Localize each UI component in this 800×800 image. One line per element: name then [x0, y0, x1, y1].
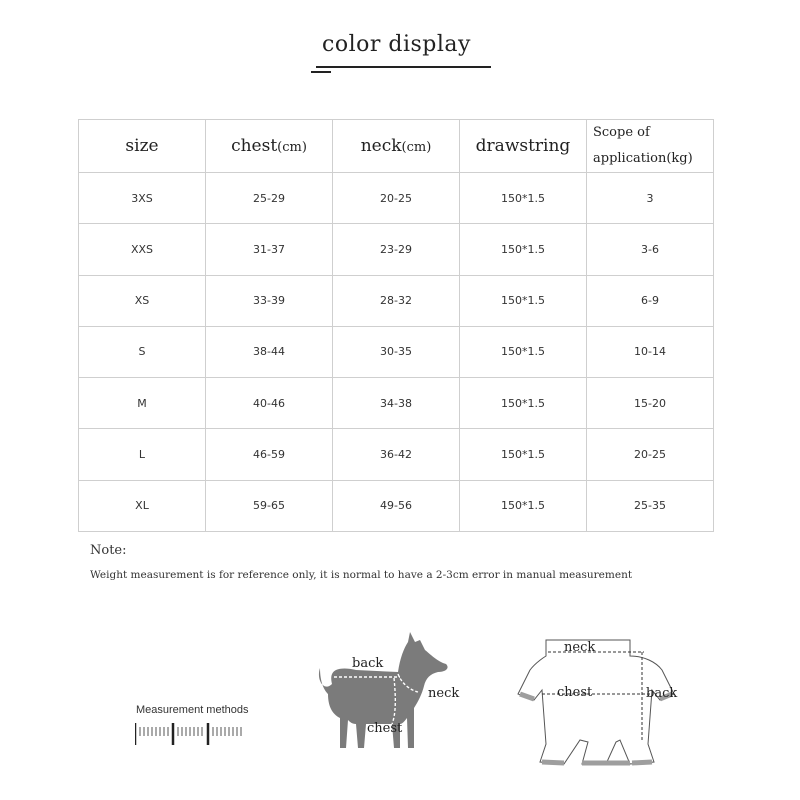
cell-neck: 36-42	[333, 429, 460, 480]
cell-scope: 3	[587, 173, 714, 224]
cell-size: XL	[79, 480, 206, 531]
header-chest: chest(cm)	[206, 120, 333, 173]
dog-chest-label: chest	[367, 721, 403, 736]
cell-chest: 40-46	[206, 378, 333, 429]
note-label: Note:	[90, 543, 127, 558]
cell-size: M	[79, 378, 206, 429]
cell-neck: 28-32	[333, 275, 460, 326]
cell-size: 3XS	[79, 173, 206, 224]
cell-chest: 33-39	[206, 275, 333, 326]
measurement-methods-label: Measurement methods	[136, 704, 249, 716]
cell-scope: 25-35	[587, 480, 714, 531]
cell-drawstring: 150*1.5	[460, 326, 587, 377]
table-row	[79, 480, 714, 531]
cell-size: XS	[79, 275, 206, 326]
cell-neck: 49-56	[333, 480, 460, 531]
note-text: Weight measurement is for reference only, it is normal to have a 2-3cm error in manual measurement	[90, 569, 633, 581]
cell-neck: 34-38	[333, 378, 460, 429]
size-table	[78, 119, 714, 532]
cell-drawstring: 150*1.5	[460, 173, 587, 224]
header-drawstring: drawstring	[460, 120, 587, 173]
title-underline	[316, 66, 491, 68]
cell-chest: 31-37	[206, 224, 333, 275]
ruler-icon	[135, 722, 243, 746]
cell-size: S	[79, 326, 206, 377]
table-row	[79, 429, 714, 480]
cell-size: L	[79, 429, 206, 480]
page-title: color display	[322, 32, 471, 57]
cell-scope: 6-9	[587, 275, 714, 326]
cell-neck: 23-29	[333, 224, 460, 275]
cell-scope: 15-20	[587, 378, 714, 429]
cell-chest: 59-65	[206, 480, 333, 531]
cell-scope: 10-14	[587, 326, 714, 377]
cell-scope: 20-25	[587, 429, 714, 480]
table-header-row	[79, 120, 714, 173]
cell-drawstring: 150*1.5	[460, 429, 587, 480]
title-accent-bar	[311, 71, 331, 73]
header-size: size	[79, 120, 206, 173]
table-row	[79, 326, 714, 377]
dog-neck-label: neck	[428, 686, 460, 701]
table-row	[79, 275, 714, 326]
cell-chest: 25-29	[206, 173, 333, 224]
cell-drawstring: 150*1.5	[460, 480, 587, 531]
cell-neck: 20-25	[333, 173, 460, 224]
cell-size: XXS	[79, 224, 206, 275]
cell-scope: 3-6	[587, 224, 714, 275]
cell-neck: 30-35	[333, 326, 460, 377]
cell-drawstring: 150*1.5	[460, 224, 587, 275]
header-neck: neck(cm)	[333, 120, 460, 173]
cell-drawstring: 150*1.5	[460, 275, 587, 326]
garment-neck-label: neck	[564, 640, 596, 655]
dog-back-label: back	[352, 656, 384, 671]
cell-chest: 38-44	[206, 326, 333, 377]
table-row	[79, 378, 714, 429]
table-row	[79, 224, 714, 275]
garment-back-label: back	[646, 686, 678, 701]
cell-chest: 46-59	[206, 429, 333, 480]
garment-chest-label: chest	[557, 685, 593, 700]
table-row	[79, 173, 714, 224]
cell-drawstring: 150*1.5	[460, 378, 587, 429]
header-scope: Scope of application(kg)	[587, 120, 714, 173]
